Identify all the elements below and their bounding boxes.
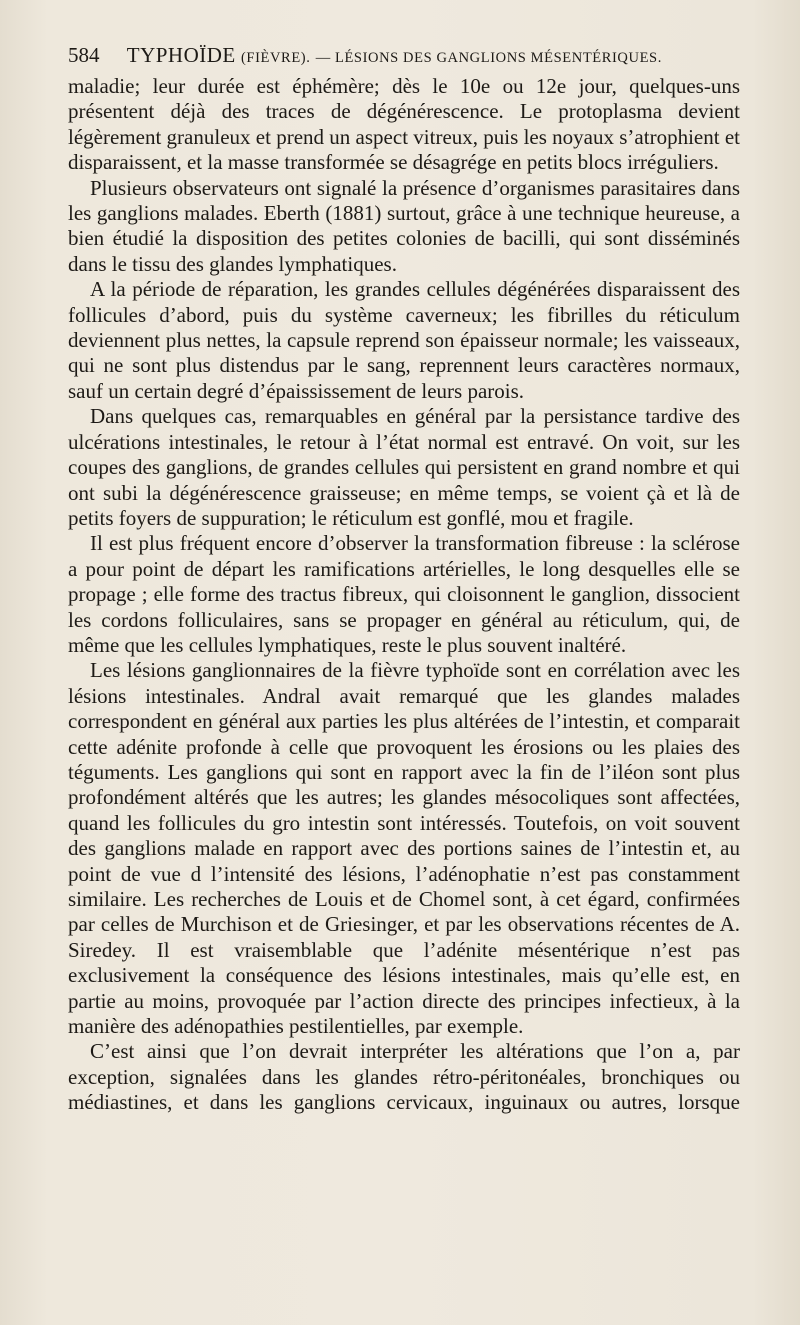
page-header (68, 40, 740, 70)
paragraph: A la période de réparation, les grandes cellules dégénérées disparaissent des follicules d’abord, puis du système caverneux; les fibrilles du réticulum deviennent plus nettes, la capsule reprend son épaisseur normale; les vaisseaux, qui ne sont plus distendus par le sang, reprennent leurs caractères normaux, sauf un certain degré d’épaississement de leurs parois. (68, 277, 740, 403)
running-subtitle: (FIÈVRE). (241, 50, 311, 66)
paragraph: Il est plus fréquent encore d’observer la transformation fibreuse : la sclérose a pour point de départ les ramifications artérielles, le long desquelles elle se propage ; elle forme des tractus fibreux, qui cloisonnent le ganglion, dissocient les cordons folliculaires, sans se propager en général au réticulum, qui, de même que les cellules lymphatiques, reste le plus souvent inaltéré. (68, 531, 740, 657)
running-title-suffix: — LÉSIONS DES GANGLIONS MÉSENTÉRIQUES. (315, 50, 662, 66)
paragraph: Dans quelques cas, remarquables en général par la persistance tardive des ulcérations intestinales, le retour à l’état normal est entravé. On voit, sur les coupes des ganglions, de grandes cellules qui persistent en grand nombre et qui ont subi la dégénérescence graisseuse; en même temps, se voient çà et là de petits foyers de suppuration; le réticulum est gonflé, mou et fragile. (68, 404, 740, 530)
paragraph: maladie; leur durée est éphémère; dès le 10e ou 12e jour, quelques-uns présentent déjà des traces de dégénérescence. Le protoplasma devient légèrement granuleux et prend un aspect vitreux, puis les noyaux s’atrophient et disparaissent, et la masse transformée se désagrége en petits blocs irréguliers. (68, 74, 740, 175)
body-text (68, 74, 740, 1116)
running-title: TYPHOÏDE (126, 43, 236, 67)
paragraph: C’est ainsi que l’on devrait interpréter les altérations que l’on a, par exception, signalées dans les glandes rétro-péritonéales, bronchiques ou médiastines, et dans les ganglions cervicaux, inguinaux ou autres, lorsque (68, 1039, 740, 1115)
page-number: 584 (68, 43, 100, 67)
paragraph: Plusieurs observateurs ont signalé la présence d’organismes parasitaires dans les ganglions malades. Eberth (1881) surtout, grâce à une technique heureuse, a bien étudié la disposition des petites colonies de bacilli, qui sont disséminés dans le tissu des glandes lymphatiques. (68, 175, 740, 276)
paragraph: Les lésions ganglionnaires de la fièvre typhoïde sont en corrélation avec les lésions intestinales. Andral avait remarqué que les glandes malades correspondent en général aux parties les plus altérées de l’intestin, et comparait cette adénite profonde à celle que provoquent les érosions ou les plaies des téguments. Les ganglions qui sont en rapport avec la fin de l’iléon sont plus profondément altérés que les autres; les glandes mésocoliques sont affectées, quand les follicules du gro intestin sont intéressés. Toutefois, on voit souvent des ganglions malade en rapport avec des portions saines de l’intestin et, au point de vue d l’intensité des lésions, l’adénophatie n’est pas constamment similaire. Les recherches de Louis et de Chomel sont, à cet égard, confirmées par celles de Murchison et de Griesinger, et par les observations récentes de A. Siredey. Il est vraisemblable que l’adénite mésentérique n’est pas exclusivement la conséquence des lésions intestinales, mais qu’elle est, en partie au moins, provoquée par l’action directe des principes infectieux, à la manière des adénopathies pestilentielles, par exemple. (68, 658, 740, 1039)
